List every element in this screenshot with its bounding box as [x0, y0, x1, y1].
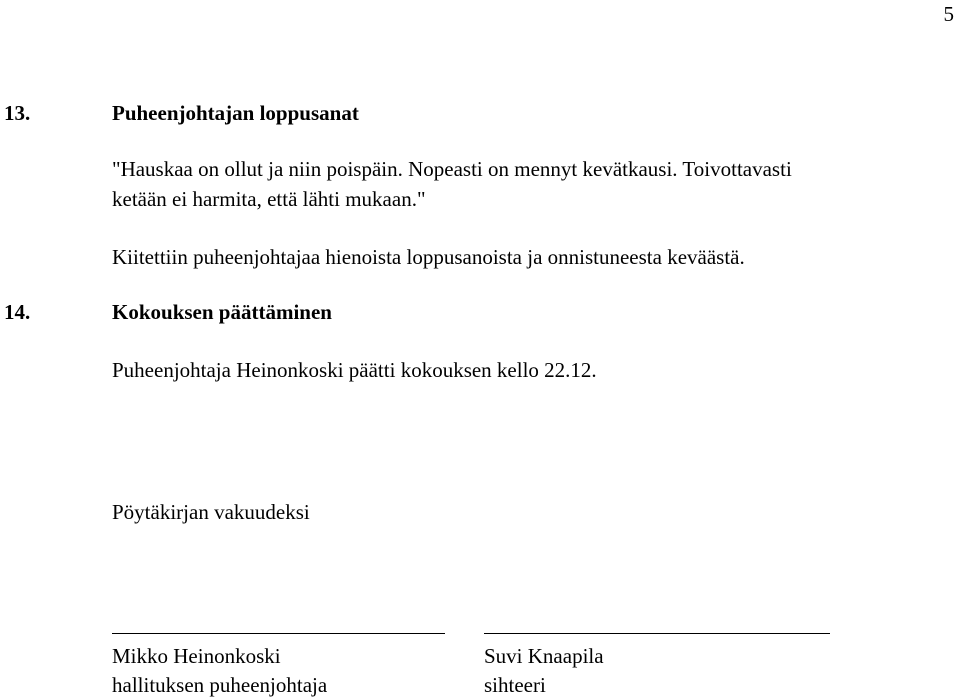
section-14-title: Kokouksen päättäminen [112, 300, 332, 324]
signature-role-secretary: sihteeri [484, 673, 546, 697]
closing-paragraph: Puheenjohtaja Heinonkoski päätti kokouksen kello 22.12. [112, 358, 597, 382]
quote-line-2: ketään ei harmita, että lähti mukaan." [112, 187, 426, 211]
signature-name-chair: Mikko Heinonkoski [112, 644, 281, 668]
signature-name-secretary: Suvi Knaapila [484, 644, 604, 668]
section-13-title: Puheenjohtajan loppusanat [112, 101, 359, 125]
signature-line-chair [112, 633, 445, 634]
section-13-number: 13. [4, 101, 31, 125]
signature-line-secretary [484, 633, 830, 634]
page-number: 5 [943, 2, 954, 26]
signature-role-chair: hallituksen puheenjohtaja [112, 673, 328, 697]
quote-line-1: "Hauskaa on ollut ja niin poispäin. Nopeasti on mennyt kevätkausi. Toivottavasti [112, 157, 792, 181]
certification-text: Pöytäkirjan vakuudeksi [112, 500, 310, 524]
thanks-paragraph: Kiitettiin puheenjohtajaa hienoista loppusanoista ja onnistuneesta keväästä. [112, 245, 745, 269]
section-14-number: 14. [4, 300, 31, 324]
